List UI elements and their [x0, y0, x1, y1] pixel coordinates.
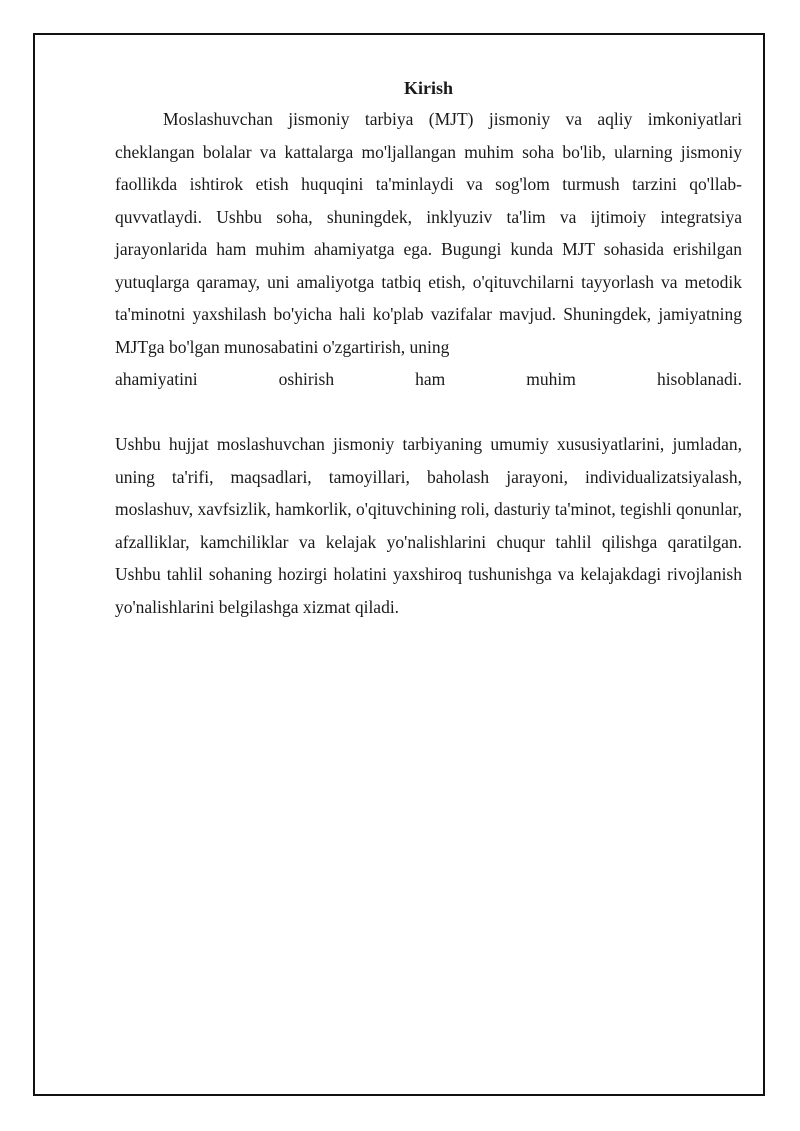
paragraph-spacer: [115, 396, 742, 429]
paragraph-introduction-last-line: ahamiyatini oshirish ham muhim hisoblanadi.: [115, 369, 742, 389]
document-title: Kirish: [403, 78, 453, 98]
paragraph-scope: Ushbu hujjat moslashuvchan jismoniy tarbiyaning umumiy xususiyatlarini, jumladan, uning ta'rifi, maqsadlari, tamoyillari, baholash jarayoni, individualizatsiyalash, moslashuv, xavfsizlik, hamkorlik, o'qituvchining roli, dasturiy ta'minot, tegishli qonunlar, afzalliklar, kamchiliklar va kelajak yo'nalishlarini chuqur tahlil qilishga qaratilgan. Ushbu tahlil sohaning hozirgi holatini yaxshiroq tushunishga va kelajakdagi rivojlanish yo'nalishlarini belgilashga xizmat qiladi.: [115, 434, 742, 617]
document-body: [115, 72, 742, 623]
paragraph-introduction: Moslashuvchan jismoniy tarbiya (MJT) jismoniy va aqliy imkoniyatlari cheklangan bolalar va kattalarga mo'ljallangan muhim soha bo'lib, ularning jismoniy faollikda ishtirok etish huquqini ta'minlaydi va sog'lom turmush tarzini qo'llab-quvvatlaydi. Ushbu soha, shuningdek, inklyuziv ta'lim va ijtimoiy integratsiya jarayonlarida ham muhim ahamiyatga ega. Bugungi kunda MJT sohasida erishilgan yutuqlarga qaramay, uni amaliyotga tatbiq etish, o'qituvchilarni tayyorlash va metodik ta'minotni yaxshilash bo'yicha hali ko'plab vazifalar mavjud. Shuningdek, jamiyatning MJTga bo'lgan munosabatini o'zgartirish, uning: [115, 109, 742, 357]
